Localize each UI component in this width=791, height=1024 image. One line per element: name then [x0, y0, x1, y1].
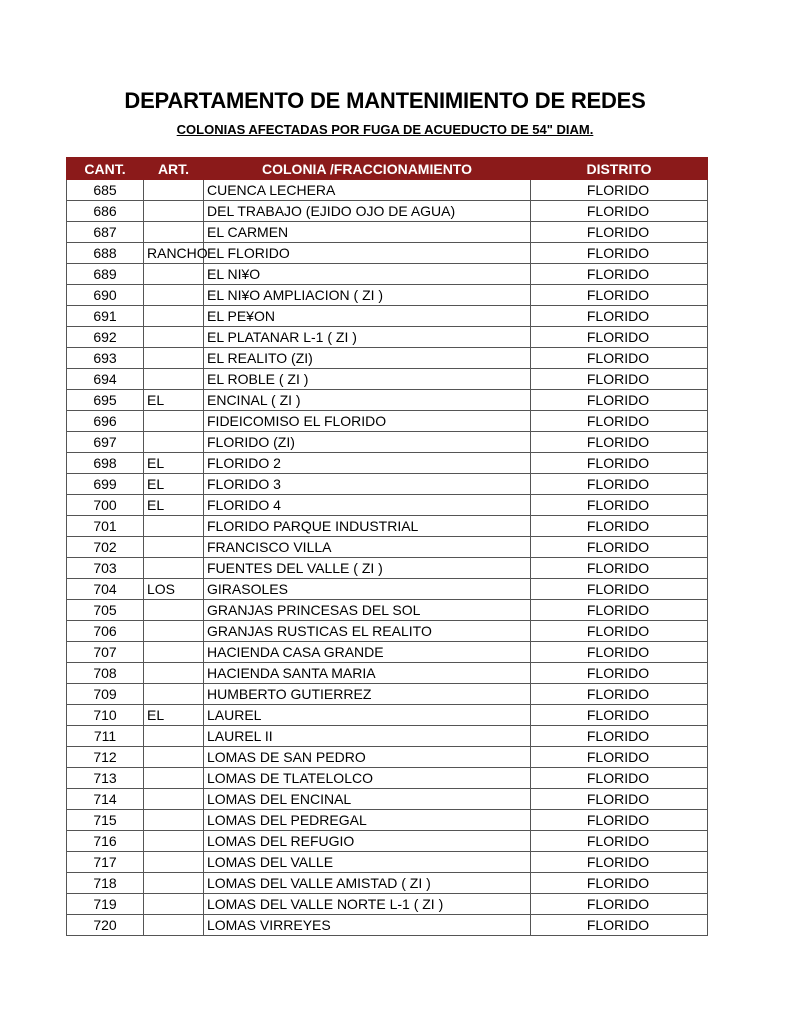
cell-colonia: ENCINAL ( ZI ): [204, 390, 531, 411]
table-row: [67, 243, 708, 264]
cell-colonia: LOMAS DE TLATELOLCO: [204, 768, 531, 789]
cell-colonia: EL FLORIDO: [204, 243, 531, 264]
cell-colonia: HUMBERTO GUTIERREZ: [204, 684, 531, 705]
cell-colonia: EL ROBLE ( ZI ): [204, 369, 531, 390]
cell-art: EL: [144, 495, 204, 516]
table-row: [67, 201, 708, 222]
cell-cant: 704: [67, 579, 144, 600]
cell-cant: 688: [67, 243, 144, 264]
cell-cant: 710: [67, 705, 144, 726]
cell-distrito: FLORIDO: [531, 432, 708, 453]
cell-cant: 689: [67, 264, 144, 285]
table-row: [67, 495, 708, 516]
cell-cant: 720: [67, 915, 144, 936]
cell-cant: 699: [67, 474, 144, 495]
cell-distrito: FLORIDO: [531, 579, 708, 600]
cell-cant: 705: [67, 600, 144, 621]
cell-cant: 719: [67, 894, 144, 915]
table-row: [67, 474, 708, 495]
table-row: [67, 390, 708, 411]
table-row: [67, 831, 708, 852]
cell-distrito: FLORIDO: [531, 327, 708, 348]
cell-art: [144, 180, 204, 201]
cell-cant: 687: [67, 222, 144, 243]
table-row: [67, 789, 708, 810]
cell-cant: 695: [67, 390, 144, 411]
table-row: [67, 180, 708, 201]
cell-colonia: LOMAS DEL VALLE: [204, 852, 531, 873]
table-row: [67, 411, 708, 432]
table-row: [67, 306, 708, 327]
cell-cant: 715: [67, 810, 144, 831]
cell-cant: 692: [67, 327, 144, 348]
cell-distrito: FLORIDO: [531, 180, 708, 201]
cell-art: [144, 600, 204, 621]
cell-colonia: LAUREL: [204, 705, 531, 726]
table-row: [67, 579, 708, 600]
cell-art: EL: [144, 474, 204, 495]
cell-colonia: EL REALITO (ZI): [204, 348, 531, 369]
table-row: [67, 222, 708, 243]
cell-colonia: FLORIDO PARQUE INDUSTRIAL: [204, 516, 531, 537]
page-title: DEPARTAMENTO DE MANTENIMIENTO DE REDES: [124, 88, 646, 113]
cell-cant: 700: [67, 495, 144, 516]
cell-art: [144, 831, 204, 852]
table-header-row: [67, 158, 708, 180]
cell-colonia: LOMAS DEL PEDREGAL: [204, 810, 531, 831]
cell-distrito: FLORIDO: [531, 852, 708, 873]
cell-art: [144, 873, 204, 894]
cell-distrito: FLORIDO: [531, 810, 708, 831]
cell-colonia: LOMAS DEL VALLE AMISTAD ( ZI ): [204, 873, 531, 894]
cell-cant: 696: [67, 411, 144, 432]
table-row: [67, 894, 708, 915]
table-row: [67, 285, 708, 306]
cell-cant: 706: [67, 621, 144, 642]
cell-colonia: FLORIDO 4: [204, 495, 531, 516]
cell-colonia: EL NI¥O: [204, 264, 531, 285]
table-row: [67, 327, 708, 348]
cell-distrito: FLORIDO: [531, 663, 708, 684]
cell-cant: 693: [67, 348, 144, 369]
cell-cant: 685: [67, 180, 144, 201]
cell-distrito: FLORIDO: [531, 495, 708, 516]
cell-distrito: FLORIDO: [531, 705, 708, 726]
cell-art: [144, 663, 204, 684]
cell-art: [144, 516, 204, 537]
cell-colonia: GRANJAS RUSTICAS EL REALITO: [204, 621, 531, 642]
cell-distrito: FLORIDO: [531, 600, 708, 621]
cell-art: [144, 285, 204, 306]
cell-distrito: FLORIDO: [531, 348, 708, 369]
cell-colonia: FLORIDO (ZI): [204, 432, 531, 453]
cell-colonia: LOMAS DEL REFUGIO: [204, 831, 531, 852]
cell-cant: 716: [67, 831, 144, 852]
colonias-table: [66, 157, 708, 936]
table-row: [67, 873, 708, 894]
cell-colonia: EL CARMEN: [204, 222, 531, 243]
table-row: [67, 642, 708, 663]
cell-cant: 686: [67, 201, 144, 222]
cell-distrito: FLORIDO: [531, 558, 708, 579]
cell-art: [144, 684, 204, 705]
cell-colonia: FLORIDO 2: [204, 453, 531, 474]
table-row: [67, 453, 708, 474]
cell-cant: 701: [67, 516, 144, 537]
table-row: [67, 663, 708, 684]
cell-colonia: FUENTES DEL VALLE ( ZI ): [204, 558, 531, 579]
cell-art: [144, 411, 204, 432]
cell-colonia: EL PE¥ON: [204, 306, 531, 327]
cell-cant: 698: [67, 453, 144, 474]
cell-distrito: FLORIDO: [531, 621, 708, 642]
cell-colonia: FLORIDO 3: [204, 474, 531, 495]
cell-distrito: FLORIDO: [531, 243, 708, 264]
cell-art: [144, 537, 204, 558]
cell-art: [144, 369, 204, 390]
cell-distrito: FLORIDO: [531, 516, 708, 537]
cell-cant: 714: [67, 789, 144, 810]
cell-colonia: EL NI¥O AMPLIACION ( ZI ): [204, 285, 531, 306]
cell-cant: 718: [67, 873, 144, 894]
table-row: [67, 621, 708, 642]
table-row: [67, 600, 708, 621]
cell-distrito: FLORIDO: [531, 264, 708, 285]
cell-distrito: FLORIDO: [531, 201, 708, 222]
cell-art: [144, 894, 204, 915]
cell-distrito: FLORIDO: [531, 915, 708, 936]
page-subtitle: COLONIAS AFECTADAS POR FUGA DE ACUEDUCTO DE 54" DIAM.: [176, 122, 594, 137]
table-row: [67, 516, 708, 537]
cell-colonia: HACIENDA CASA GRANDE: [204, 642, 531, 663]
cell-cant: 694: [67, 369, 144, 390]
cell-colonia: CUENCA LECHERA: [204, 180, 531, 201]
cell-art: [144, 747, 204, 768]
cell-distrito: FLORIDO: [531, 768, 708, 789]
cell-art: [144, 768, 204, 789]
cell-art: [144, 201, 204, 222]
cell-distrito: FLORIDO: [531, 873, 708, 894]
cell-art: [144, 621, 204, 642]
cell-cant: 707: [67, 642, 144, 663]
cell-cant: 717: [67, 852, 144, 873]
cell-distrito: FLORIDO: [531, 453, 708, 474]
cell-distrito: FLORIDO: [531, 747, 708, 768]
cell-art: [144, 327, 204, 348]
cell-art: RANCHO: [144, 243, 204, 264]
cell-art: [144, 558, 204, 579]
cell-distrito: FLORIDO: [531, 642, 708, 663]
cell-distrito: FLORIDO: [531, 831, 708, 852]
cell-art: [144, 306, 204, 327]
cell-art: [144, 810, 204, 831]
cell-cant: 711: [67, 726, 144, 747]
cell-art: [144, 789, 204, 810]
cell-art: [144, 222, 204, 243]
cell-art: EL: [144, 705, 204, 726]
cell-art: [144, 915, 204, 936]
table-row: [67, 558, 708, 579]
cell-cant: 712: [67, 747, 144, 768]
cell-colonia: HACIENDA SANTA MARIA: [204, 663, 531, 684]
cell-cant: 708: [67, 663, 144, 684]
cell-colonia: GIRASOLES: [204, 579, 531, 600]
cell-colonia: LOMAS DEL ENCINAL: [204, 789, 531, 810]
cell-distrito: FLORIDO: [531, 684, 708, 705]
cell-distrito: FLORIDO: [531, 894, 708, 915]
table-row: [67, 747, 708, 768]
cell-distrito: FLORIDO: [531, 726, 708, 747]
table-row: [67, 915, 708, 936]
cell-art: [144, 264, 204, 285]
cell-cant: 690: [67, 285, 144, 306]
cell-cant: 697: [67, 432, 144, 453]
cell-distrito: FLORIDO: [531, 369, 708, 390]
cell-art: [144, 726, 204, 747]
cell-art: EL: [144, 390, 204, 411]
cell-distrito: FLORIDO: [531, 537, 708, 558]
table-row: [67, 684, 708, 705]
cell-colonia: LOMAS DEL VALLE NORTE L-1 ( ZI ): [204, 894, 531, 915]
cell-cant: 703: [67, 558, 144, 579]
cell-colonia: DEL TRABAJO (EJIDO OJO DE AGUA): [204, 201, 531, 222]
cell-distrito: FLORIDO: [531, 390, 708, 411]
cell-colonia: FIDEICOMISO EL FLORIDO: [204, 411, 531, 432]
column-header-art: ART.: [144, 158, 204, 180]
cell-art: [144, 642, 204, 663]
table-row: [67, 852, 708, 873]
cell-colonia: FRANCISCO VILLA: [204, 537, 531, 558]
table-row: [67, 537, 708, 558]
cell-colonia: EL PLATANAR L-1 ( ZI ): [204, 327, 531, 348]
column-header-cant: CANT.: [67, 158, 144, 180]
table-body: [67, 180, 708, 936]
column-header-distrito: DISTRITO: [531, 158, 708, 180]
table-row: [67, 726, 708, 747]
cell-distrito: FLORIDO: [531, 411, 708, 432]
cell-art: [144, 432, 204, 453]
cell-distrito: FLORIDO: [531, 285, 708, 306]
cell-cant: 691: [67, 306, 144, 327]
cell-art: LOS: [144, 579, 204, 600]
table-row: [67, 768, 708, 789]
table-row: [67, 264, 708, 285]
table-row: [67, 810, 708, 831]
cell-distrito: FLORIDO: [531, 474, 708, 495]
cell-distrito: FLORIDO: [531, 222, 708, 243]
cell-cant: 713: [67, 768, 144, 789]
cell-art: EL: [144, 453, 204, 474]
table-row: [67, 705, 708, 726]
cell-colonia: LAUREL II: [204, 726, 531, 747]
cell-cant: 702: [67, 537, 144, 558]
cell-colonia: LOMAS DE SAN PEDRO: [204, 747, 531, 768]
cell-distrito: FLORIDO: [531, 306, 708, 327]
cell-cant: 709: [67, 684, 144, 705]
cell-distrito: FLORIDO: [531, 789, 708, 810]
cell-colonia: GRANJAS PRINCESAS DEL SOL: [204, 600, 531, 621]
cell-art: [144, 852, 204, 873]
table-row: [67, 369, 708, 390]
cell-colonia: LOMAS VIRREYES: [204, 915, 531, 936]
cell-art: [144, 348, 204, 369]
table-row: [67, 348, 708, 369]
column-header-colonia: COLONIA /FRACCIONAMIENTO: [204, 158, 531, 180]
table-row: [67, 432, 708, 453]
